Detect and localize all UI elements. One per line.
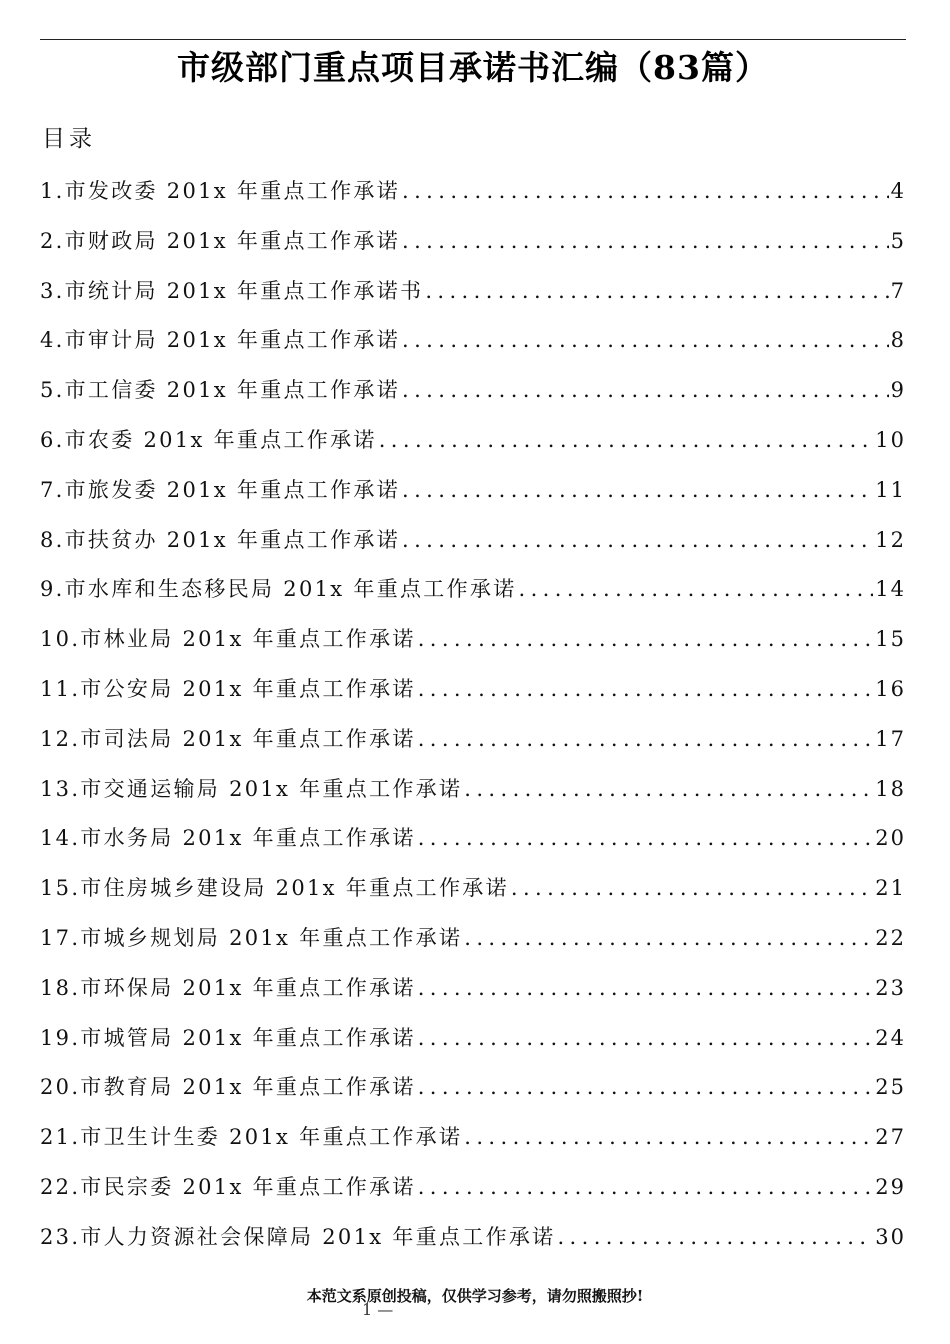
toc-dot-leader <box>402 373 889 407</box>
toc-entry-page: 11 <box>875 477 906 502</box>
toc-entry[interactable] <box>40 622 906 672</box>
toc-entry-page: 21 <box>875 876 906 901</box>
toc-dot-leader <box>511 871 873 905</box>
toc-entry[interactable] <box>40 1220 906 1270</box>
toc-entry[interactable] <box>40 722 906 772</box>
toc-dot-leader <box>418 971 874 1005</box>
toc-dot-leader <box>402 473 873 507</box>
toc-entry[interactable] <box>40 1021 906 1071</box>
toc-heading: 目录 <box>42 126 96 152</box>
toc-entry-title: 18.市环保局 201x 年重点工作承诺 <box>40 975 416 1000</box>
toc-entry-page: 30 <box>875 1224 906 1249</box>
document-title: 市级部门重点项目承诺书汇编（83篇） <box>177 48 769 87</box>
table-of-contents <box>40 174 906 1270</box>
toc-entry-page: 8 <box>890 328 906 353</box>
toc-entry-page: 25 <box>875 1075 906 1100</box>
toc-dot-leader <box>402 323 889 357</box>
toc-entry-title: 7.市旅发委 201x 年重点工作承诺 <box>40 477 401 502</box>
toc-dot-leader <box>418 622 874 656</box>
toc-entry[interactable] <box>40 871 906 921</box>
toc-entry-page: 9 <box>890 378 906 403</box>
toc-entry-title: 2.市财政局 201x 年重点工作承诺 <box>40 228 401 253</box>
toc-entry-page: 10 <box>875 427 906 452</box>
toc-entry[interactable] <box>40 423 906 473</box>
toc-entry[interactable] <box>40 821 906 871</box>
toc-entry-title: 23.市人力资源社会保障局 201x 年重点工作承诺 <box>40 1224 556 1249</box>
toc-entry-page: 20 <box>875 826 906 851</box>
toc-dot-leader <box>402 224 889 258</box>
toc-entry-page: 14 <box>875 577 906 602</box>
toc-entry-title: 13.市交通运输局 201x 年重点工作承诺 <box>40 776 463 801</box>
toc-entry-page: 23 <box>875 975 906 1000</box>
toc-entry-title: 20.市教育局 201x 年重点工作承诺 <box>40 1075 416 1100</box>
toc-entry-title: 1.市发改委 201x 年重点工作承诺 <box>40 179 401 203</box>
header-rule <box>40 39 906 40</box>
toc-entry-title: 6.市农委 201x 年重点工作承诺 <box>40 427 377 452</box>
toc-entry[interactable] <box>40 224 906 274</box>
toc-entry-page: 5 <box>890 228 906 253</box>
toc-dot-leader <box>418 722 874 756</box>
toc-entry[interactable] <box>40 572 906 622</box>
page-number: 1 — <box>362 1300 394 1319</box>
toc-entry[interactable] <box>40 672 906 722</box>
toc-entry-page: 12 <box>875 527 906 552</box>
toc-entry[interactable] <box>40 921 906 971</box>
toc-entry-page: 27 <box>875 1125 906 1150</box>
toc-entry[interactable] <box>40 323 906 373</box>
toc-entry[interactable] <box>40 772 906 822</box>
toc-entry[interactable] <box>40 971 906 1021</box>
toc-entry-title: 15.市住房城乡建设局 201x 年重点工作承诺 <box>40 876 509 901</box>
toc-entry-title: 17.市城乡规划局 201x 年重点工作承诺 <box>40 925 463 950</box>
toc-dot-leader <box>464 1120 873 1154</box>
toc-entry-title: 19.市城管局 201x 年重点工作承诺 <box>40 1025 416 1050</box>
toc-dot-leader <box>402 523 873 557</box>
toc-entry-title: 12.市司法局 201x 年重点工作承诺 <box>40 726 416 751</box>
toc-entry-page: 4 <box>890 179 906 203</box>
toc-dot-leader <box>418 821 874 855</box>
toc-entry[interactable] <box>40 1170 906 1220</box>
toc-entry-title: 21.市卫生计生委 201x 年重点工作承诺 <box>40 1125 463 1150</box>
toc-entry[interactable] <box>40 174 906 224</box>
toc-entry[interactable] <box>40 1120 906 1170</box>
toc-entry-title: 22.市民宗委 201x 年重点工作承诺 <box>40 1174 416 1199</box>
toc-entry[interactable] <box>40 1070 906 1120</box>
toc-entry-page: 17 <box>875 726 906 751</box>
toc-entry-title: 14.市水务局 201x 年重点工作承诺 <box>40 826 416 851</box>
toc-entry-page: 18 <box>875 776 906 801</box>
toc-entry-title: 5.市工信委 201x 年重点工作承诺 <box>40 378 401 403</box>
toc-entry-page: 16 <box>875 676 906 701</box>
toc-entry-page: 22 <box>875 925 906 950</box>
toc-dot-leader <box>418 672 874 706</box>
toc-entry-page: 15 <box>875 627 906 652</box>
toc-dot-leader <box>418 1070 874 1104</box>
toc-entry[interactable] <box>40 373 906 423</box>
toc-entry-title: 3.市统计局 201x 年重点工作承诺书 <box>40 278 424 303</box>
toc-dot-leader <box>402 174 889 208</box>
toc-dot-leader <box>557 1220 873 1254</box>
toc-dot-leader <box>464 772 873 806</box>
toc-dot-leader <box>519 572 874 606</box>
toc-dot-leader <box>418 1021 874 1055</box>
toc-entry-title: 10.市林业局 201x 年重点工作承诺 <box>40 627 416 652</box>
toc-entry-page: 7 <box>890 278 906 303</box>
toc-dot-leader <box>425 274 888 308</box>
toc-entry[interactable] <box>40 523 906 573</box>
toc-entry-title: 9.市水库和生态移民局 201x 年重点工作承诺 <box>40 577 517 602</box>
toc-dot-leader <box>464 921 873 955</box>
toc-entry-page: 24 <box>875 1025 906 1050</box>
footer-disclaimer: 本范文系原创投稿，仅供学习参考，请勿照搬照抄! <box>306 1287 644 1305</box>
toc-entry-title: 4.市审计局 201x 年重点工作承诺 <box>40 328 401 353</box>
toc-entry-title: 8.市扶贫办 201x 年重点工作承诺 <box>40 527 401 552</box>
toc-entry-title: 11.市公安局 201x 年重点工作承诺 <box>40 676 416 701</box>
toc-entry-page: 29 <box>875 1174 906 1199</box>
toc-dot-leader <box>379 423 874 457</box>
toc-dot-leader <box>418 1170 874 1204</box>
toc-entry[interactable] <box>40 274 906 324</box>
toc-entry[interactable] <box>40 473 906 523</box>
